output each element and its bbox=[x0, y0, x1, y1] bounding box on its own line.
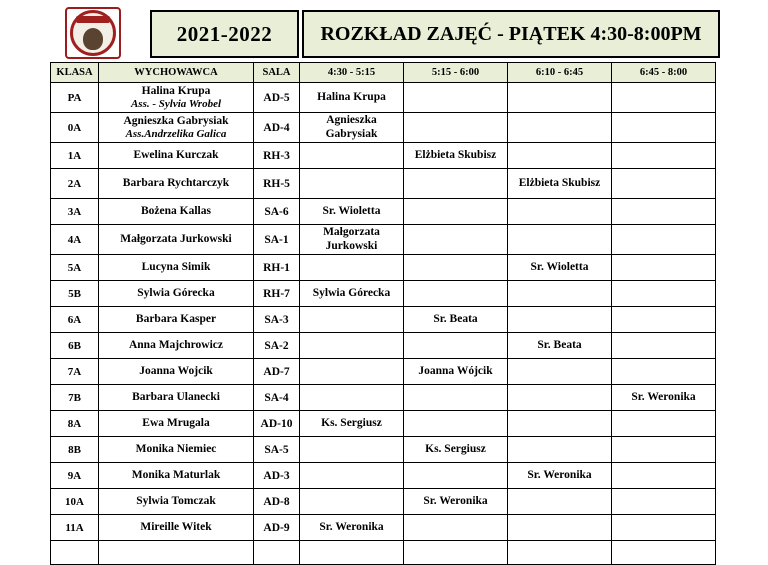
cell-sala: SA-3 bbox=[254, 307, 300, 333]
page-title: ROZKŁAD ZAJĘĆ - PIĄTEK 4:30-8:00PM bbox=[320, 22, 702, 45]
cell-slot-2: Sr. Beata bbox=[404, 307, 508, 333]
cell-slot-3 bbox=[508, 385, 612, 411]
crest-ring bbox=[70, 10, 116, 56]
cell-slot-4: Sr. Weronika bbox=[612, 385, 716, 411]
cell-slot-3 bbox=[508, 113, 612, 143]
table-row bbox=[51, 333, 716, 359]
cell-klasa: PA bbox=[51, 83, 99, 113]
cell-klasa: 4A bbox=[51, 225, 99, 255]
cell-slot-3 bbox=[508, 83, 612, 113]
cell-slot-1 bbox=[300, 385, 404, 411]
cell-klasa: 1A bbox=[51, 143, 99, 169]
cell-slot-2: Joanna Wójcik bbox=[404, 359, 508, 385]
cell-wychowawca bbox=[99, 113, 254, 143]
cell-sala: AD-8 bbox=[254, 489, 300, 515]
cell-slot-2 bbox=[404, 113, 508, 143]
cell-slot-1 bbox=[300, 463, 404, 489]
table-row bbox=[51, 199, 716, 225]
cell-wychowawca bbox=[99, 83, 254, 113]
cell-slot-3 bbox=[508, 489, 612, 515]
schedule-table bbox=[50, 62, 716, 565]
school-crest-logo bbox=[62, 8, 124, 58]
cell-sala: SA-2 bbox=[254, 333, 300, 359]
column-header-sala: SALA bbox=[254, 63, 300, 83]
cell-klasa: 2A bbox=[51, 169, 99, 199]
cell-klasa: 5B bbox=[51, 281, 99, 307]
teacher-name: Agnieszka Gabrysiak bbox=[123, 114, 229, 127]
cell-slot-4 bbox=[612, 411, 716, 437]
column-header-klasa: KLASA bbox=[51, 63, 99, 83]
cell-slot-1: Ks. Sergiusz bbox=[300, 411, 404, 437]
cell-slot-4 bbox=[612, 281, 716, 307]
cell-sala: AD-3 bbox=[254, 463, 300, 489]
cell-sala: AD-5 bbox=[254, 83, 300, 113]
cell-sala: SA-6 bbox=[254, 199, 300, 225]
cell-sala: SA-4 bbox=[254, 385, 300, 411]
cell-slot-2 bbox=[404, 411, 508, 437]
table-header-row bbox=[51, 63, 716, 83]
cell-slot-1 bbox=[300, 333, 404, 359]
cell-slot-3 bbox=[508, 411, 612, 437]
cell-klasa: 6A bbox=[51, 307, 99, 333]
cell-slot-4 bbox=[612, 515, 716, 541]
table-row bbox=[51, 169, 716, 199]
cell-sala: RH-5 bbox=[254, 169, 300, 199]
cell-wychowawca: Bożena Kallas bbox=[99, 199, 254, 225]
cell-sala: AD-9 bbox=[254, 515, 300, 541]
column-header-slot-4: 6:45 - 8:00 bbox=[612, 63, 716, 83]
cell-slot-3: Sr. Beata bbox=[508, 333, 612, 359]
cell-slot-4 bbox=[612, 255, 716, 281]
teacher-assistant: Ass.Andrzelika Galica bbox=[125, 127, 227, 140]
cell-slot-4 bbox=[612, 463, 716, 489]
cell-slot-2 bbox=[404, 199, 508, 225]
cell-slot-3: Elżbieta Skubisz bbox=[508, 169, 612, 199]
cell-slot-2 bbox=[404, 83, 508, 113]
cell-wychowawca: Monika Maturlak bbox=[99, 463, 254, 489]
cell-slot-1: Sylwia Górecka bbox=[300, 281, 404, 307]
cell-wychowawca: Anna Majchrowicz bbox=[99, 333, 254, 359]
cell-sala: RH-7 bbox=[254, 281, 300, 307]
cell-slot-3 bbox=[508, 143, 612, 169]
cell-klasa bbox=[51, 541, 99, 565]
cell-slot-4 bbox=[612, 489, 716, 515]
cell-slot-2 bbox=[404, 541, 508, 565]
cell-slot-4 bbox=[612, 83, 716, 113]
cell-slot-1 bbox=[300, 169, 404, 199]
cell-sala: AD-7 bbox=[254, 359, 300, 385]
cell-slot-1: Halina Krupa bbox=[300, 83, 404, 113]
cell-klasa: 11A bbox=[51, 515, 99, 541]
cell-slot-4 bbox=[612, 541, 716, 565]
cell-slot-4 bbox=[612, 169, 716, 199]
cell-slot-4 bbox=[612, 143, 716, 169]
cell-slot-3 bbox=[508, 515, 612, 541]
table-row bbox=[51, 255, 716, 281]
cell-slot-1: Sr. Wioletta bbox=[300, 199, 404, 225]
table-row bbox=[51, 385, 716, 411]
cell-wychowawca: Barbara Rychtarczyk bbox=[99, 169, 254, 199]
schedule-title-box bbox=[302, 10, 720, 58]
table-row bbox=[51, 359, 716, 385]
cell-slot-4 bbox=[612, 199, 716, 225]
cell-slot-2 bbox=[404, 385, 508, 411]
table-body bbox=[51, 83, 716, 565]
cell-slot-2 bbox=[404, 169, 508, 199]
cell-klasa: 0A bbox=[51, 113, 99, 143]
cell-klasa: 7B bbox=[51, 385, 99, 411]
cell-wychowawca: Sylwia Górecka bbox=[99, 281, 254, 307]
table-row bbox=[51, 437, 716, 463]
cell-slot-1 bbox=[300, 359, 404, 385]
cell-slot-4 bbox=[612, 359, 716, 385]
table-row bbox=[51, 83, 716, 113]
table-row bbox=[51, 225, 716, 255]
school-year-box bbox=[150, 10, 299, 58]
cell-wychowawca: Ewa Mrugala bbox=[99, 411, 254, 437]
cell-slot-2: Sr. Weronika bbox=[404, 489, 508, 515]
cell-slot-4 bbox=[612, 307, 716, 333]
cell-klasa: 8B bbox=[51, 437, 99, 463]
table-row bbox=[51, 143, 716, 169]
cell-slot-2 bbox=[404, 255, 508, 281]
cell-wychowawca bbox=[99, 541, 254, 565]
cell-slot-1 bbox=[300, 489, 404, 515]
cell-slot-1 bbox=[300, 437, 404, 463]
cell-slot-2 bbox=[404, 333, 508, 359]
cell-klasa: 9A bbox=[51, 463, 99, 489]
cell-slot-4 bbox=[612, 437, 716, 463]
cell-slot-2: Elżbieta Skubisz bbox=[404, 143, 508, 169]
cell-slot-3 bbox=[508, 437, 612, 463]
table-row bbox=[51, 281, 716, 307]
table-header bbox=[51, 63, 716, 83]
table-row bbox=[51, 411, 716, 437]
cell-slot-3 bbox=[508, 199, 612, 225]
cell-slot-4 bbox=[612, 113, 716, 143]
teacher-assistant: Ass. - Sylvia Wrobel bbox=[130, 97, 222, 110]
cell-slot-2 bbox=[404, 225, 508, 255]
cell-slot-3 bbox=[508, 281, 612, 307]
cell-slot-3 bbox=[508, 541, 612, 565]
cell-slot-3 bbox=[508, 225, 612, 255]
column-header-wychowawca: WYCHOWAWCA bbox=[99, 63, 254, 83]
cell-klasa: 8A bbox=[51, 411, 99, 437]
column-header-slot-3: 6:10 - 6:45 bbox=[508, 63, 612, 83]
cell-wychowawca: Monika Niemiec bbox=[99, 437, 254, 463]
cell-klasa: 3A bbox=[51, 199, 99, 225]
cell-slot-2 bbox=[404, 515, 508, 541]
cell-slot-3 bbox=[508, 307, 612, 333]
cell-slot-4 bbox=[612, 225, 716, 255]
table-row bbox=[51, 541, 716, 565]
cell-slot-1 bbox=[300, 255, 404, 281]
cell-wychowawca: Lucyna Simik bbox=[99, 255, 254, 281]
cell-klasa: 6B bbox=[51, 333, 99, 359]
cell-wychowawca: Małgorzata Jurkowski bbox=[99, 225, 254, 255]
cell-sala: RH-3 bbox=[254, 143, 300, 169]
cell-slot-2: Ks. Sergiusz bbox=[404, 437, 508, 463]
school-year-label: 2021-2022 bbox=[176, 21, 273, 46]
cell-wychowawca: Barbara Ulanecki bbox=[99, 385, 254, 411]
table-row bbox=[51, 489, 716, 515]
cell-klasa: 7A bbox=[51, 359, 99, 385]
cell-slot-1: Sr. Weronika bbox=[300, 515, 404, 541]
cell-sala: SA-5 bbox=[254, 437, 300, 463]
table-row bbox=[51, 463, 716, 489]
column-header-slot-1: 4:30 - 5:15 bbox=[300, 63, 404, 83]
cell-slot-2 bbox=[404, 281, 508, 307]
cell-slot-4 bbox=[612, 333, 716, 359]
cell-slot-3 bbox=[508, 359, 612, 385]
cell-slot-2 bbox=[404, 463, 508, 489]
cell-klasa: 10A bbox=[51, 489, 99, 515]
teacher-name: Halina Krupa bbox=[141, 84, 211, 97]
cell-slot-1: Małgorzata Jurkowski bbox=[300, 225, 404, 255]
cell-slot-1 bbox=[300, 307, 404, 333]
cell-wychowawca: Barbara Kasper bbox=[99, 307, 254, 333]
cell-wychowawca: Ewelina Kurczak bbox=[99, 143, 254, 169]
cell-sala: AD-10 bbox=[254, 411, 300, 437]
cell-sala: RH-1 bbox=[254, 255, 300, 281]
table-row bbox=[51, 307, 716, 333]
cell-klasa: 5A bbox=[51, 255, 99, 281]
table-row bbox=[51, 113, 716, 143]
cell-slot-1: Agnieszka Gabrysiak bbox=[300, 113, 404, 143]
cell-slot-3: Sr. Weronika bbox=[508, 463, 612, 489]
table-row bbox=[51, 515, 716, 541]
cell-slot-3: Sr. Wioletta bbox=[508, 255, 612, 281]
cell-wychowawca: Sylwia Tomczak bbox=[99, 489, 254, 515]
cell-slot-1 bbox=[300, 541, 404, 565]
cell-sala: AD-4 bbox=[254, 113, 300, 143]
cell-wychowawca: Joanna Wojcik bbox=[99, 359, 254, 385]
crest-icon bbox=[65, 7, 121, 59]
cell-sala bbox=[254, 541, 300, 565]
cell-wychowawca: Mireille Witek bbox=[99, 515, 254, 541]
cell-sala: SA-1 bbox=[254, 225, 300, 255]
column-header-slot-2: 5:15 - 6:00 bbox=[404, 63, 508, 83]
cell-slot-1 bbox=[300, 143, 404, 169]
